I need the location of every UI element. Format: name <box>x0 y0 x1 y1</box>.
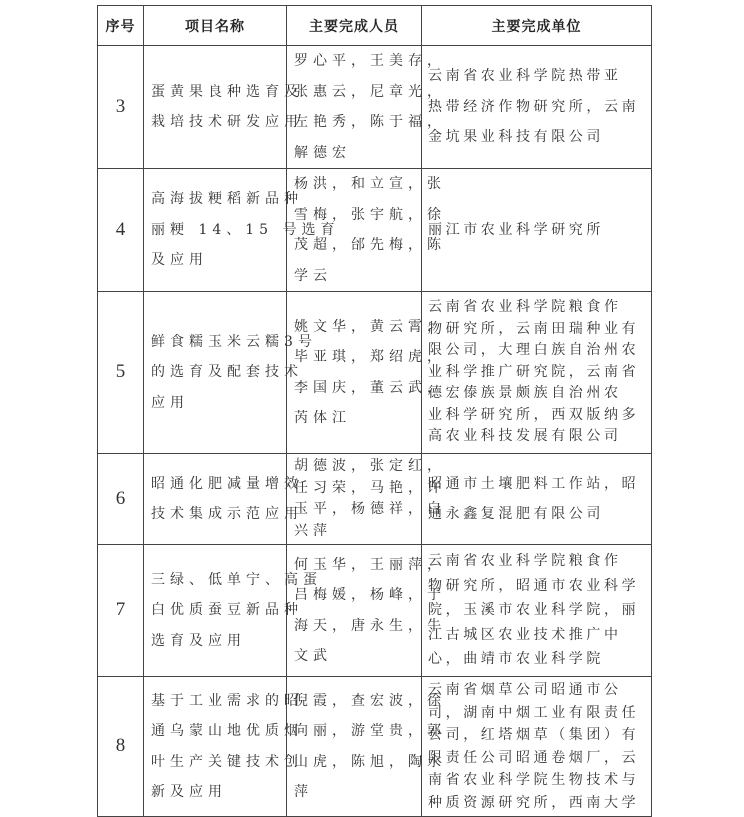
units: 丽江市农业科学研究所 <box>422 169 652 292</box>
table-row <box>98 545 652 677</box>
people: 罗心平，王美存， 张惠云，尼章光， 左艳秀，陈于福， 解德宏 <box>287 46 422 169</box>
units: 云南省农业科学院热带亚 热带经济作物研究所，云南 金坑果业科技有限公司 <box>422 46 652 169</box>
units: 云南省烟草公司昭通市公 司，湖南中烟工业有限责任 公司，红塔烟草（集团）有 限责任公司昭通卷烟厂，云 南省农业科学院生物技术与 种质资源研究所，西南大学 <box>422 677 652 817</box>
project-name: 鲜食糯玉米云糯3号 的选育及配套技术 应用 <box>144 292 287 454</box>
row-index: 4 <box>98 169 144 292</box>
people: 何玉华，王丽萍， 吕梅媛，杨峰，于 海天，唐永生，牛 文武 <box>287 545 422 677</box>
row-index: 6 <box>98 454 144 545</box>
header-people: 主要完成人员 <box>287 6 422 46</box>
project-name: 基于工业需求的昭 通乌蒙山地优质烟 叶生产关键技术创 新及应用 <box>144 677 287 817</box>
units: 云南省农业科学院粮食作 物研究所，昭通市农业科学 院，玉溪市农业科学院，丽 江古城区农业技术推广中 心，曲靖市农业科学院 <box>422 545 652 677</box>
table-row <box>98 454 652 545</box>
row-index: 3 <box>98 46 144 169</box>
people: 姚文华，黄云霄， 毕亚琪，郑绍虎， 李国庆，董云武， 芮体江 <box>287 292 422 454</box>
row-index: 8 <box>98 677 144 817</box>
people: 倪霞，查宏波，徐 向丽，游堂贵，郭 山虎，陈旭，陶永 萍 <box>287 677 422 817</box>
header-units: 主要完成单位 <box>422 6 652 46</box>
table-row <box>98 169 652 292</box>
table-row <box>98 292 652 454</box>
row-index: 5 <box>98 292 144 454</box>
header-index: 序号 <box>98 6 144 46</box>
units: 昭通市土壤肥料工作站，昭 通永鑫复混肥有限公司 <box>422 454 652 545</box>
table-header-row <box>98 6 652 46</box>
units: 云南省农业科学院粮食作 物研究所，云南田瑞种业有 限公司，大理白族自治州农 业科学推广研究院，云南省 德宏傣族景颇族自治州农 业科学研究所，西双版纳多 高农业科技发展有限公司 <box>422 292 652 454</box>
project-name: 高海拔粳稻新品种 丽粳 14、15 号选育 及应用 <box>144 169 287 292</box>
table-row <box>98 46 652 169</box>
header-project-name: 项目名称 <box>144 6 287 46</box>
row-index: 7 <box>98 545 144 677</box>
people: 杨洪，和立宣，张 雪梅，张宇航，徐 茂超，邰先梅，陈 学云 <box>287 169 422 292</box>
awards-table <box>97 5 652 817</box>
project-name: 蛋黄果良种选育及 栽培技术研发应用 <box>144 46 287 169</box>
people: 胡德波，张定红， 任习荣，马艳，许 玉平，杨德祥，白 兴萍 <box>287 454 422 545</box>
project-name: 三绿、低单宁、高蛋 白优质蚕豆新品种 选育及应用 <box>144 545 287 677</box>
table-row <box>98 677 652 817</box>
project-name: 昭通化肥减量增效 技术集成示范应用 <box>144 454 287 545</box>
